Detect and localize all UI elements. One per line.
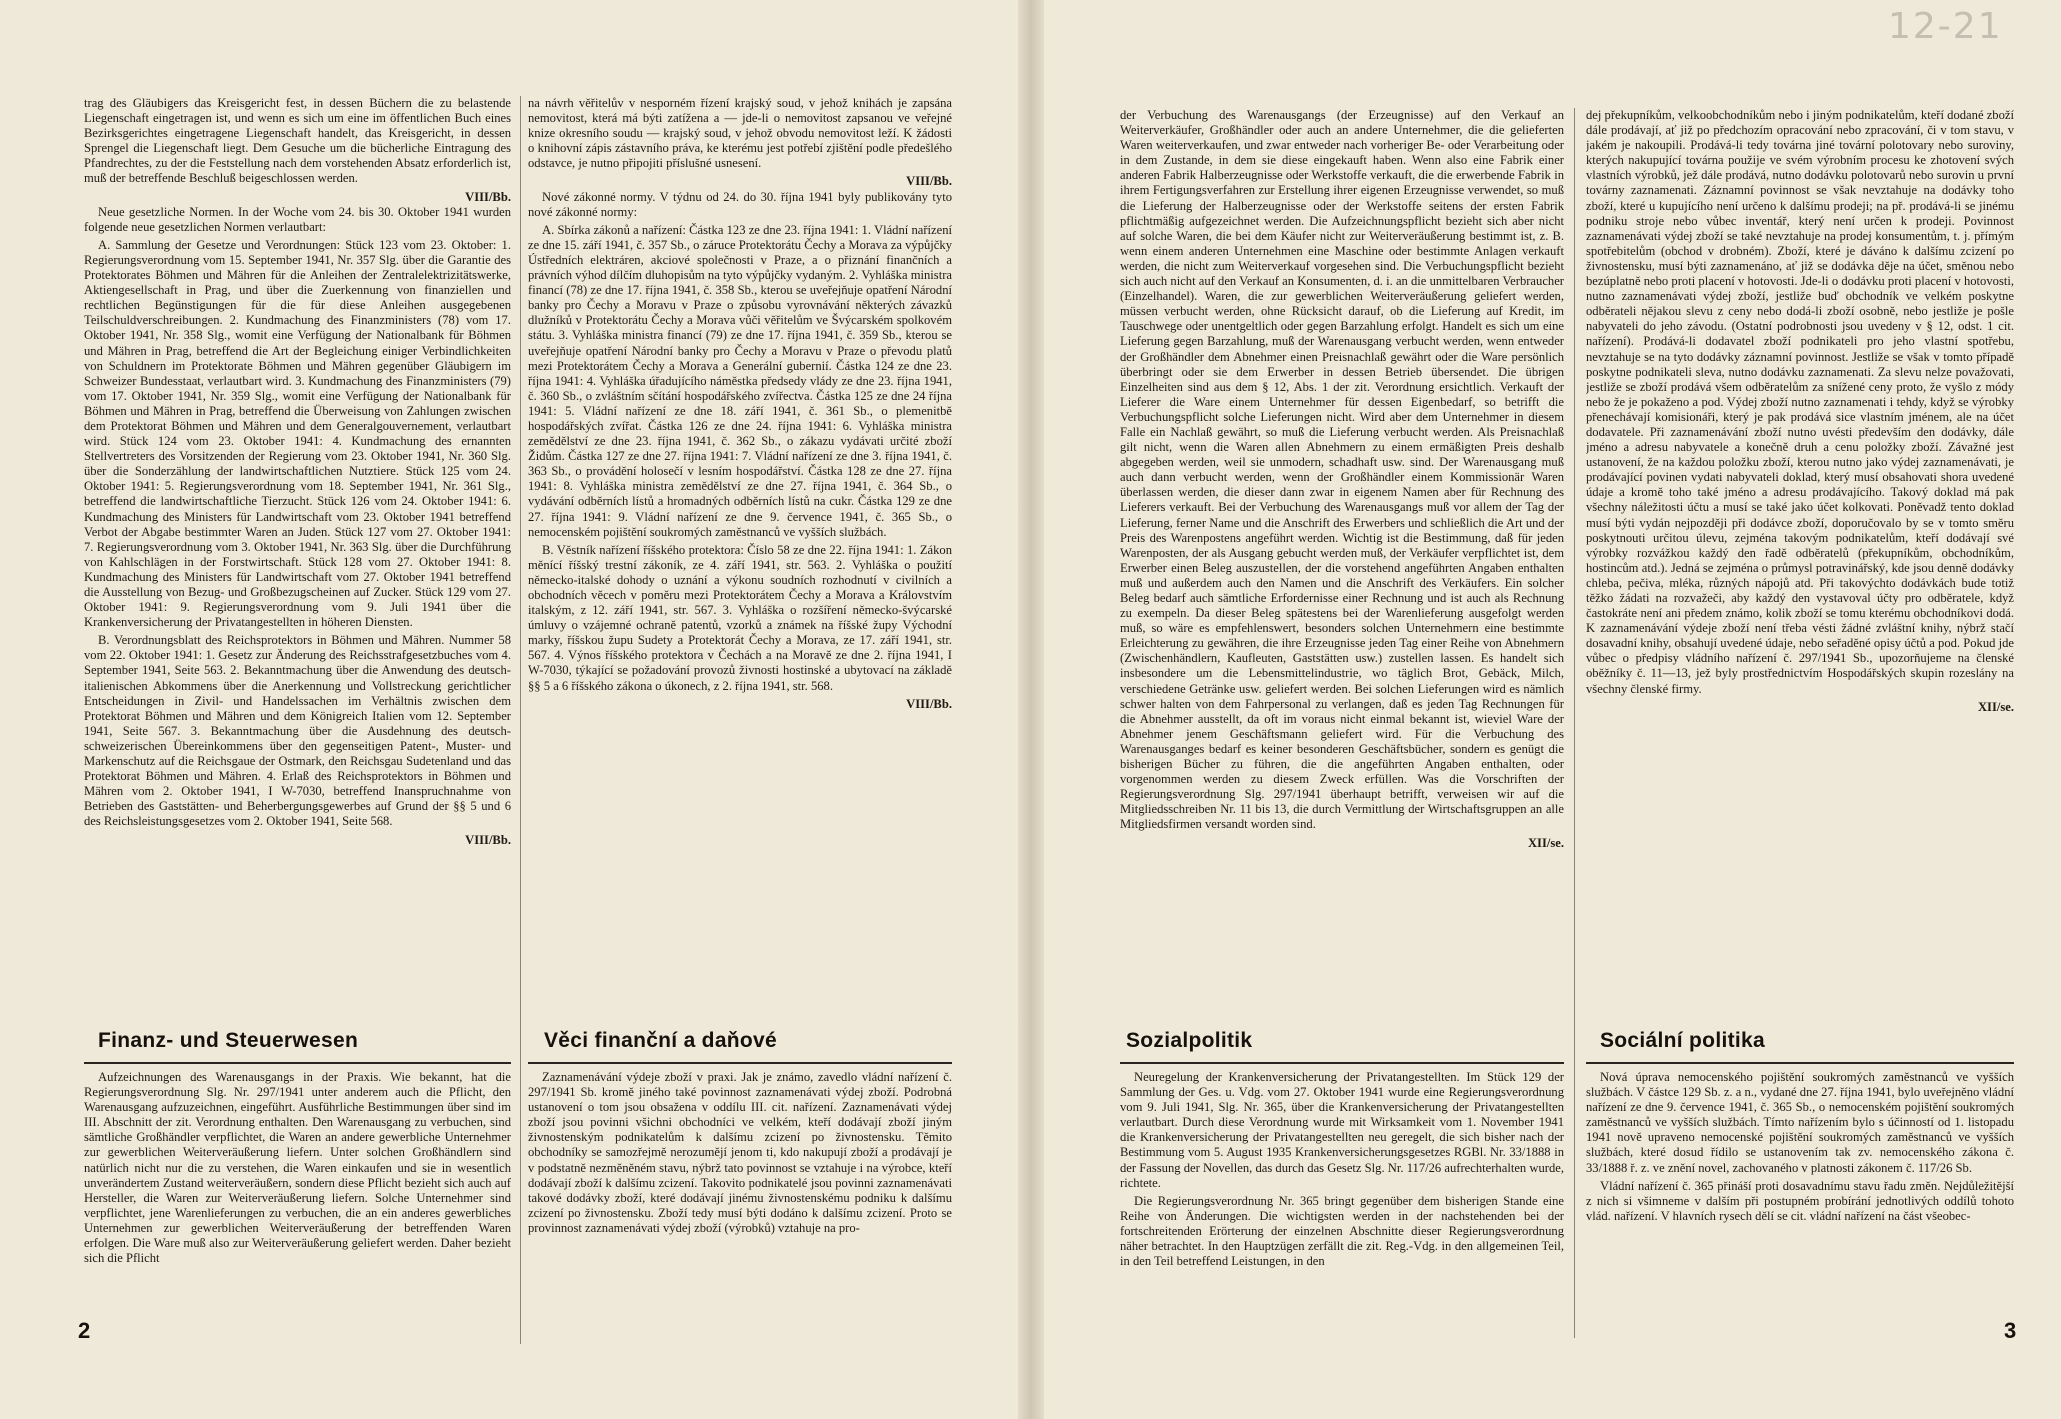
section-heading-veci-financni: Věci finanční a daňové (544, 1029, 778, 1052)
section-heading-socialni-politika: Sociální politika (1600, 1029, 1765, 1052)
left-col-german-legal (84, 96, 511, 1012)
right-col-czech-social (1586, 1070, 2014, 1332)
paragraph: Vládní nařízení č. 365 přináší proti dosavadnímu stavu řadu změn. Nejdůležitější z nich si všimneme v dalším při postupném probírání jednotlivých oddílů tohoto vlád. nařízení. V hlavních rysech dělí se cit. vládní nařízení na část všeobec- (1586, 1178, 2014, 1223)
column-divider (520, 96, 521, 1344)
signature: VIII/Bb. (906, 696, 952, 711)
signature: XII/se. (1527, 835, 1564, 850)
paragraph: Neuregelung der Krankenversicherung der Privatangestellten. Im Stück 129 der Sammlung der Ges. u. Vdg. vom 27. Oktober 1941 wurde eine Regierungsverordnung vom 9. Juli 1941, Slg. Nr. 365, über die Krankenversicherung der Privatangestellten verlautbart. Durch diese Verordnung wurde mit Wirksamkeit vom 1. November 1941 die Krankenversicherung der Privatangestellten neu geregelt, die sich bisher nach der Bestimmung vom 5. August 1935 Krankenversicherungsgesetzes RGBl. Nr. 33/1888 in der Fassung der Novellen, das durch das Gesetz Slg. Nr. 117/26 aufrechterhalten wurde, richtete. (1120, 1070, 1564, 1190)
right-col-german-finance-cont (1120, 108, 1564, 1012)
left-col-czech-legal (528, 96, 952, 1012)
left-page (0, 0, 1018, 1419)
section-heading-finanz: Finanz- und Steuerwesen (98, 1029, 359, 1052)
paragraph: Nová úprava nemocenského pojištění soukromých zaměstnanců ve vyšších službách. V částce 129 Sb. z. a n., vydané dne 27. října 1941, bylo uveřejněno vládní nařízení ze dne 9. července 1941, č. 365 Sb., o nemocenském pojištění soukromých zaměstnanců ve vyšších službách. Tímto nařízením bylo s účinností od 1. listopadu 1941 nově upraveno nemocenské pojištění soukromých zaměstnanců ve vyšších službách, které dosud řídilo se ustanovením tak zv. nemocenského zákona č. 33/1888 ř. z. ve znění novel, zachovaného v platnosti zákonem č. 117/26 Sb. (1586, 1070, 2014, 1175)
paragraph: trag des Gläubigers das Kreisgericht fest, in dessen Büchern die zu belastende Liegenschaft eingetragen ist, und wenn es sich um eine im öffentlichen Buch eines Bezirksgerichtes eingetragene Liegenschaft handelt, das Kreisgericht, in dessen Sprengel die Liegenschaft liegt. Dem Gesuche um die bücherliche Eintragung des Pfandrechtes, zu der die Feststellung nach dem vorstehenden Absatz erforderlich ist, muß der betreffende Beschluß beigeschlossen werden. (84, 96, 511, 186)
heading-rule (84, 1062, 511, 1064)
paragraph: Zaznamenávání výdeje zboží v praxi. Jak je známo, zavedlo vládní nařízení č. 297/1941 Sb. kromě jiného také povinnost zaznamenávati výdej zboží. Podrobná ustanovení o tom jsou obsažena v oddílu III. cit. nařízení. Zaznamenávati výdej zboží jsou povinni všichni obchodníci ve velkém, kteří dodávají zboží jiným živnostenským podnikatelům k dalšímu zcizení po živnostensku. Těmito obchodníky se samozřejmě nerozumějí jenom ti, kdo nakupují zboží a prodávají je v podstatně nezměněném stavu, nýbrž tato povinnost se vztahuje i na výrobce, kteří dodávají zboží k dalšímu zcizení. Takovito podnikatelé jsou povinni zaznamenávati takové dodávky zboží, které dodávají jinému živnostenskému podniku k dalšímu zcizení po živnostensku. Zboží tedy musí býti dodáno k dalšímu zcizení. Proto se provinnost zaznamenávati výdej zboží (výrobků) vztahuje na pro- (528, 1070, 952, 1235)
left-col-czech-finance (528, 1070, 952, 1332)
left-col-german-finance (84, 1070, 511, 1332)
signature: VIII/Bb. (906, 174, 952, 189)
paragraph: der Verbuchung des Warenausgangs (der Erzeugnisse) auf den Verkauf an Weiterverkäufer, Großhändler oder auch an andere Unternehmer, die die gelieferten Waren weiterverkaufen, und zwar entweder nach vorheriger Be- oder Verarbeitung oder in dem Zustande, in dem sie diese eingekauft haben. Wenn also eine Fabrik einer anderen Fabrik Halberzeugnisse oder Werkstoffe verkauft, die die erwerbende Fabrik in ihrem Fertigungsverfahren zur Erstellung ihrer eigenen Erzeugnisse verwendet, so muß die Lieferung der Halberzeugnisse oder der Werkstoffe seitens der ersten Fabrik pflichtmäßig aufgezeichnet werden. Die Aufzeichnungspflicht bezieht sich aber nicht auf solche Waren, die bei dem Käufer nicht zur Weiterveräußerung bestimmt ist, z. B. wenn einem anderen Unternehmen eine Maschine oder bestimmte Anlagen verkauft werden, die nicht zum Weiterverkauf vorgesehen sind. Die Verbuchungspflicht bezieht sich auch nicht auf den Verkauf an Konsumenten, d. i. an die unmittelbaren Verbraucher (Einzelhandel). Waren, die zur gewerblichen Weiterveräußerung geliefert werden, müssen verbucht werden, ohne Rücksicht darauf, ob die Lieferung auf Kredit, im Tauschwege oder unentgeltlich oder gegen Barzahlung erfolgt. Handelt es sich um eine Lieferung gegen Barzahlung, muß der Warenausgang verbucht werden, wenn entweder der Großhändler dem Abnehmer einen Preisnachlaß gewährt oder die Ware persönlich überbringt oder sie dem Erwerber in dessen Betrieb übersendet. Die übrigen Einzelheiten sind aus dem § 12, Abs. 1 der zit. Verordnung ersichtlich. Verkauft der Lieferer die Ware einem Unternehmer für dessen Eigenbedarf, so betrifft die Verbuchungspflicht solche Lieferungen nicht. Wird aber dem Unternehmer in diesem Falle ein Nachlaß gewährt, so muß die Lieferung verbucht werden. Als Preisnachlaß gilt nicht, wenn die Waren allen Abnehmern zu einem ermäßigten Preis deshalb abgegeben werden, weil sie unmodern, schadhaft usw. sind. Der Warenausgang muß auch dann verbucht werden, wenn der Großhändler einem Kommissionär Waren überlassen werden, die dieser dann zwar in eigenem Namen aber für Rechnung des Lieferers verkauft. Bei der Verbuchung des Warenausgangs muß vor allem der Tag der Lieferung, ferner Name und die Anschrift des Erwerbers und schließlich die Art und der Preis des Warenpostens angeführt werden. Wichtig ist die Bestimmung, daß für jeden Warenposten, der als Ausgang gebucht werden muß, der Verkäufer verpflichtet ist, dem Erwerber einen Beleg auszustellen, der die vorstehend angeführten Angaben enthalten muß und außerdem auch den Namen und die Anschrift des Verkäufers. Ein solcher Beleg bedarf auch sämtliche Erfordernisse einer Rechnung und ist auch als Rechnung zu exempeln. Da dieser Beleg spätestens bei der Warenlieferung ausgefolgt werden muß, so wäre es empfehlenswert, besonders solchen Unternehmern eine bestimmte Erleichterung zu gewähren, die ihre Erzeugnisse jeden Tag einer Reihe von Abnehmern (Zwischenhändlern, Kaufleuten, Gaststätten usw.) zustellen lassen. Es handelt sich insbesondere um die Lebensmittelindustrie, wo täglich Brot, Gebäck, Milch, verschiedene Getränke usw. geliefert werden. Bei solchen Lieferungen wird es nämlich schwer halten von dem Fahrpersonal zu verlangen, daß es jeden Tag Rechnungen für die Abnehmer ausstellt, da oft im voraus nicht einmal bekannt ist, wieviel Ware der Abnehmer jenem Geschäftsmann geliefert wird. Für die Verbuchung des Warenausganges bedarf es keiner besonderen Geschäftsbücher, sondern es genügt die bisherigen Bücher zu führen, die die angeführten Angaben enthalten, oder vorgenommen werden zu diesem Zweck erfüllen. Was die Vorschriften der Regierungsverordnung Slg. 297/1941 überhaupt betrifft, verweisen wir auf die Mitgliedsschreiben Nr. 11 bis 13, die durch Vermittlung der Wirtschaftsgruppen an alle Mitgliedsfirmen versandt worden sind. (1120, 108, 1564, 832)
heading-rule (1586, 1062, 2014, 1064)
page-number-right: 3 (2004, 1318, 2017, 1343)
paragraph: A. Sbírka zákonů a nařízení: Částka 123 ze dne 23. října 1941: 1. Vládní nařízení ze dne 15. září 1941, č. 357 Sb., o záruce Protektorátu Čechy a Morava za výpůjčky Ústředních elektráren, akciové společnosti v Praze, a o přiznání finančních a právních výhod dílčím dluhopisům na tyto výpůjčky vydaným. 2. Vyhláška ministra financí (78) ze dne 17. října 1941, č. 358 Sb., kterou se uveřejňuje opatření Národní banky pro Čechy a Moravu v Praze o způsobu vyrovnávání některých závazků dlužníků v Protektorátu Čechy a Morava vůči věřitelům ve Švýcarském spolkovém státu. 3. Vyhláška ministra financí (79) ze dne 17. října 1941, č. 359 Sb., kterou se uveřejňuje opatření Národní banky pro Čechy a Moravu v Praze o převodu platů mezi Protektorátem Čechy a Morava a Generální gubernií. Částka 124 ze dne 23. října 1941: 4. Vyhláška úřadujícího náměstka předsedy vlády ze dne 23. října 1941, č. 360 Sb., o zvláštním sčítání hospodářského zvířectva. Částka 125 ze dne 24 října 1941: 5. Vládní nařízení ze dne 18. září 1941, č. 361 Sb., o plemenitbě hospodářských zvířat. Částka 126 ze dne 24. října 1941: 6. Vyhláška ministra zemědělství ze dne 23. října 1941, č. 362 Sb., o zákazu vydávati určité zboží Židům. Částka 127 ze dne 27. října 1941: 7. Vládní nařízení ze dne 3. října 1941, č. 363 Sb., o provádění holosečí v lesním hospodářství. Částka 128 ze dne 27. října 1941: 8. Vyhláška ministra zemědělství ze dne 27. října 1941, č. 364 Sb., o vydávání odběrních lístů a hromadných odběrních lístů na cukr. Částka 129 ze dne 27. října 1941: 9. Vládní nařízení ze dne 9. července 1941, č. 365 Sb., o nemocenském pojištění soukromých zaměstnanců ve vyšších službách. (528, 222, 952, 539)
heading-rule (528, 1062, 952, 1064)
paragraph: Neue gesetzliche Normen. In der Woche vom 24. bis 30. Oktober 1941 wurden folgende neue gesetzlichen Normen verlautbart: (84, 204, 511, 234)
paragraph: B. Věstník nařízení říšského protektora: Číslo 58 ze dne 22. října 1941: 1. Zákon měnící říšský trestní zákoník, ze 4. září 1941, str. 563. 2. Vyhláška o použití německo-italské dohody o uznání a výkonu soudních rozhodnutí v civilních a obchodních věcech v poměru mezi Protektorátem Čechy a Morava a Královstvím italským, z 12. září 1941, str. 567. 3. Vyhláška o rozšíření německo-švýcarské úmluvy o vzájemné ochraně patentů, vzorků a známek na říšské župy Východní marky, říšskou župu Sudety a Protektorát Čechy a Morava, ze 17. září 1941, str. 567. 4. Výnos říšského protektora v Čechách a na Moravě ze dne 2. října 1941, I W-7030, týkající se požadování provozů živnosti hostinské a ubytovací na základě §§ 5 a 6 říšského zákona o úkonech, z 2. října 1941, str. 568. (528, 542, 952, 693)
right-page (1044, 0, 2061, 1419)
signature: VIII/Bb. (465, 832, 511, 847)
right-col-czech-finance-cont (1586, 108, 2014, 1012)
signature: XII/se. (1977, 699, 2014, 714)
right-col-german-social (1120, 1070, 1564, 1332)
page-number-left: 2 (78, 1318, 91, 1343)
column-divider (1574, 108, 1575, 1338)
section-heading-sozialpolitik: Sozialpolitik (1126, 1029, 1253, 1052)
paragraph: dej překupníkům, velkoobchodníkům nebo i jiným podnikatelům, kteří dodané zboží dále prodávají, ať již po předchozím opracování nebo zpracování, či v tom stavu, v jakém je nakoupili. Prodává-li tedy továrna jiné tovární polotovary nebo suroviny, kterých nakupující továrna použije ve svém výrobním procesu ke zhotovení svých vlastních výrobků, jež dále prodává, nutno dodávku polotovarů nebo surovin u první továrny zaznamenati. Záznamní povinnost se však nevztahuje na dodávky toho zboží, které u kupujícího není určeno k dalšímu prodeji; na př. prodává-li se jinému podniku stroje nebo vůbec inventář, který není určen k prodeji. Povinnost zaznamenávati výdej zboží se také nevztahuje na prodej konsumentům, t. j. přímým spotřebitelům (obchod v drobném). Zboží, které je dáváno k dalšímu zcizení po živnostensku, musí býti zaznamenáno, ať již se dodávka děje na účet, směnou nebo bezúplatně nebo proti placení v hotovosti. Jde-li o dodávku proti placení v hotovosti, nutno zaznamenávati výdej zboží, jestliže buď obchodník ve velkém poskytne odběrateli nějakou slevu z ceny nebo dodá-li zboží osobně, nebo jestliže je pošle nabyvateli do jeho závodu. (Ostatní podrobnosti jsou uvedeny v § 12, odst. 1 cit. nařízení). Prodává-li dodavatel zboží podnikateli pro jeho vlastní spotřebu, nevztahuje se na tyto dodávky záznamní povinnost. Jestliže se však v tomto případě poskytne podnikateli sleva, nutno dodávku zaznamenati. Za slevu nelze považovati, jestliže se zboží prodává všem odběratelům za snížené ceny proto, že vyšlo z módy nebo že je pokaženo a pod. Výdej zboží nutno zaznamenati i tehdy, když se výrobky přenechávají komisionáři, který je pak prodává sice vlastním jménem, ale na účet dodavatele. Při zaznamenávání zboží nutno uvésti především den dodávky, dále jméno a adresu nabyvatele a konečně druh a cenu položky zboží. Závažné jest ustanovení, že na každou položku zboží, kterou nutno jako výdej zaznamenávati, je prodávající povinen vydati nabyvateli doklad, který musí obsahovati shora uvedené údaje a kromě toho také jméno a adresu prodávajícího. Takový doklad má pak všechny náležitosti účtu a musí se také jako účet kolkovati. Poněvadž tento doklad musí býti vydán nejpozději při dodávce zboží, doporučovalo by se v tomto směru poskytnouti určitou úlevu, zejména takovým podnikatelům, kteří dodávají své výrobky rozvážkou každý den řadě odběratelů (překupníkům, obchodníkům, hostincům atd.). Jedná se zejména o průmysl potravinářský, kde jsou denně dodávky chleba, pečiva, mléka, různých nápojů atd. Při takovýchto dodávkách bude totiž těžko žádati na rozvažeči, aby každý den vystavoval účty pro odběratele, když častokráte není ani předem známo, kolik zboží se tomu kterému obchodníkovi dodá. K zaznamenávání výdeje zboží není třeba vésti žádné zvláštní knihy, nýbrž stačí dosavadní knihy, obsahují uvedené údaje, nebo seřaděné opisy účtů a pod. Pokud jde vůbec o předpisy vládního nařízení č. 297/1941 Sb., upozorňujeme na členské oběžníky č. 11—13, jež byly prostřednictvím Hospodářských skupin rozeslány na všechny členské firmy. (1586, 108, 2014, 696)
paragraph: na návrh věřitelův v nesporném řízení krajský soud, v jehož knihách je zapsána nemovitost, která má býti zatížena a — jde-li o nemovitost zapsanou ve veřejné knize okresního soudu — krajský soud, v jehož obvodu nemovitost leží. K žádosti o knihovní zápis zástavního práva, ke kterému jest potřebí zjištění podle předešlého odstavce, je nutno připojiti příslušné usnesení. (528, 96, 952, 171)
paragraph: Nové zákonné normy. V týdnu od 24. do 30. října 1941 byly publikovány tyto nové zákonné normy: (528, 189, 952, 219)
paragraph: A. Sammlung der Gesetze und Verordnungen: Stück 123 vom 23. Oktober: 1. Regierungsverordnung vom 15. September 1941, Nr. 357 Slg. über die Garantie des Protektorates Böhmen und Mähren für die Anleihen der Zentralelektrizitätswerke, Aktiengesellschaft in Prag, und über die Zuerkennung von finanziellen und rechtlichen Begünstigungen für die für diese Anleihen ausgegebenen Teilschuldverschreibungen. 2. Kundmachung des Finanzministers (78) vom 17. Oktober 1941, Nr. 358 Slg., womit eine Verfügung der Nationalbank für Böhmen und Mähren in Prag, betreffend die Art der Begleichung einiger Verbindlichkeiten von Schuldnern im Protektorate Böhmen und Mähren gegenüber Gläubigern im Schweizer Bundesstaat, verlautbart wird. 3. Kundmachung des Finanzministers (79) vom 17. Oktober 1941, Nr. 359 Slg., womit eine Verfügung der Nationalbank für Böhmen und Mähren in Prag, betreffend die Überweisung von Zahlungen zwischen dem Protektorat Böhmen und Mähren und dem Generalgouvernement, verlautbart wird. Stück 124 vom 23. Oktober 1941: 4. Kundmachung des ernannten Stellvertreters des Vorsitzenden der Regierung vom 23. Oktober 1941, Nr. 360 Slg. über die Sonderzählung der landwirtschaftlichen Nutztiere. Stück 125 vom 24. Oktober 1941: 5. Regierungsverordnung vom 18. September 1941, Nr. 361 Slg., betreffend die landwirtschaftliche Tierzucht. Stück 126 vom 24. Oktober 1941: 6. Kundmachung des Ministers für Landwirtschaft vom 23. Oktober 1941 betreffend Verbot der Abgabe bestimmter Waren an Juden. Stück 127 vom 27. Oktober 1941: 7. Regierungsverordnung vom 3. Oktober 1941, Nr. 363 Slg. über die Durchführung von Kahlschlägen in der Forstwirtschaft. Stück 128 vom 27. Oktober 1941: 8. Kundmachung des Ministers für Landwirtschaft vom 27. Oktober 1941 betreffend die Ausstellung von Bezug- und Großbezugscheinen auf Zucker. Stück 129 vom 27. Oktober 1941: 9. Regierungsverordnung vom 9. Juli 1941 über die Krankenversicherung der Privatangestellten in höheren Diensten. (84, 237, 511, 630)
paragraph: Die Regierungsverordnung Nr. 365 bringt gegenüber dem bisherigen Stande eine Reihe von Änderungen. Die wichtigsten werden in der nachstehenden bei der fortschreitenden Erörterung der einzelnen Abschnitte dieser Regierungsverordnung näher betrachtet. In den Hauptzügen zerfällt die zit. Reg.-Vdg. in den allgemeinen Teil, in den Teil betreffend Leistungen, in den (1120, 1193, 1564, 1269)
page-spine (1018, 0, 1044, 1419)
paragraph: B. Verordnungsblatt des Reichsprotektors in Böhmen und Mähren. Nummer 58 vom 22. Oktober 1941: 1. Gesetz zur Änderung des Reichsstrafgesetzbuches vom 4. September 1941, Seite 563. 2. Bekanntmachung über die Anwendung des deutsch-italienischen Abkommens über die Anerkennung und Vollstreckung gerichtlicher Entscheidungen in Zivil- und Handelssachen im Verhältnis zwischen dem Protektorat Böhmen und Mähren und dem Königreich Italien vom 12. September 1941, Seite 567. 3. Bekanntmachung über die Ausdehnung des deutsch-schweizerischen Übereinkommens über den gegenseitigen Patent-, Muster- und Markenschutz auf die Reichsgaue der Ostmark, den Reichsgau Sudetenland und das Protektorat Böhmen und Mähren. 4. Erlaß des Reichsprotektors in Böhmen und Mähren vom 2. Oktober 1941, I W-7030, betreffend Inanspruchnahme von Betrieben des Gaststätten- und Beherbergungsgewerbes auf Grund der §§ 5 und 6 des Reichsleistungsgesetzes vom 2. Oktober 1941, Seite 568. (84, 633, 511, 829)
signature: VIII/Bb. (465, 189, 511, 204)
paragraph: Aufzeichnungen des Warenausgangs in der Praxis. Wie bekannt, hat die Regierungsverordnung Slg. Nr. 297/1941 unter anderem auch die Pflicht, den Warenausgang aufzuzeichnen, eingeführt. Ausführliche Bestimmungen über sind im III. Abschnitt der zit. Verordnung enthalten. Den Warenausgang zu verbuchen, sind sämtliche Großhändler verpflichtet, die Waren an andere gewerbliche Unternehmer zur gewerblichen Weiterveräußerung liefern. Unter solchen Großhändlern sind natürlich nicht nur die zu verstehen, die Waren einkaufen und sie in wesentlich unverändertem Zustand weiterveräußern, sondern diese Pflicht bezieht sich auch auf Hersteller, die Waren zur Weiterveräußerung liefern. Solche Unternehmer sind verpflichtet, jene Warenlieferungen zu verbuchen, die an ein anderes gewerbliches Unternehmen zur gewerblichen Weiterveräußerung der betreffenden Waren erfolgen. Die Ware muß also zur Weiterveräußerung geliefert werden. Daher bezieht sich die Pflicht (84, 1070, 511, 1266)
handwritten-page-note: 12-21 (1888, 6, 2003, 47)
heading-rule (1120, 1062, 1564, 1064)
